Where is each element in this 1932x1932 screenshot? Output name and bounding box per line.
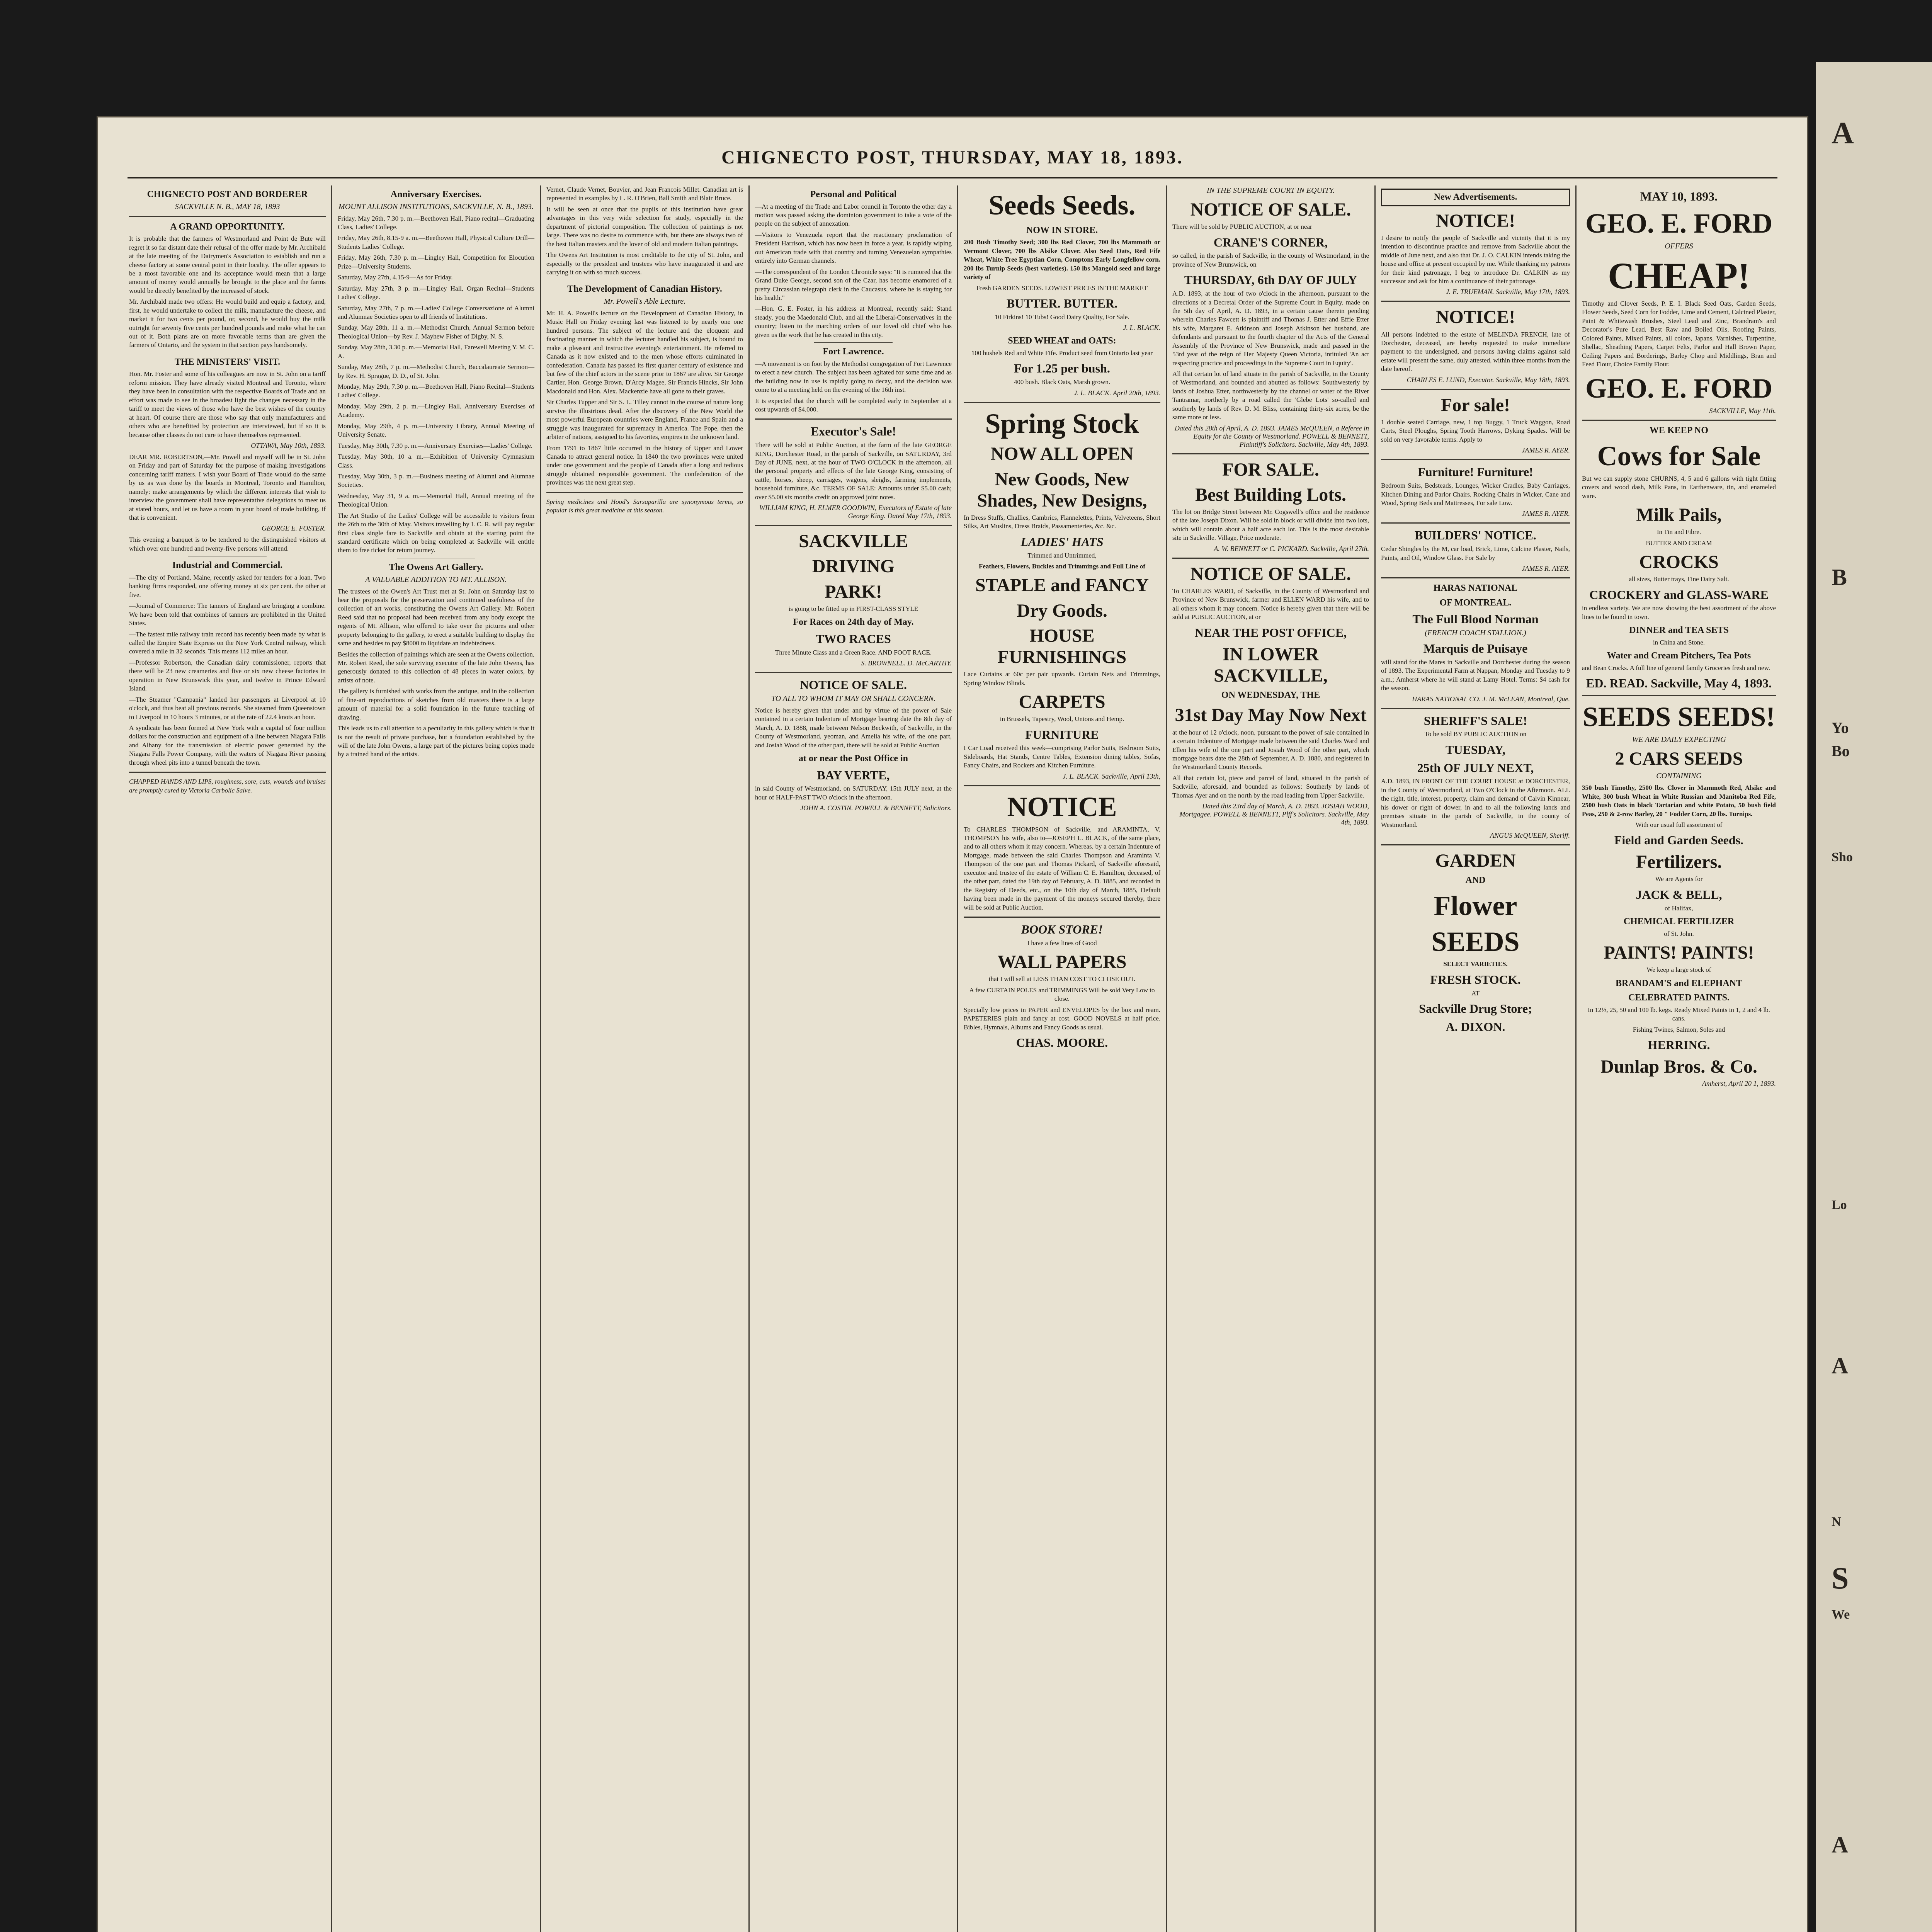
signature: JAMES R. AYER. — [1522, 565, 1570, 573]
ad-headline: NOTICE OF SALE. — [799, 678, 907, 692]
paragraph: —The fastest mile railway train record has recently been made by what is called the Empire State Express on the New York Central railway, which covered a mile in 32 seconds. This means 112 miles an hour. — [129, 630, 326, 655]
columns — [124, 185, 1781, 1932]
ad-subhead: at or near the Post Office in — [798, 753, 908, 764]
paragraph: In Tin and Fibre. — [1656, 528, 1701, 536]
ad-headline: BUILDERS' NOTICE. — [1415, 528, 1536, 543]
ad-headline: 2 CARS SEEDS — [1615, 748, 1743, 769]
paragraph: To CHARLES WARD, of Sackville, in the County of Westmorland and Province of New Brunswick, farmer and ELLEN WARD his wife, and to all others whom it may concern. Notice is hereby given that there will be sold at PUBLIC AUCTION, at or — [1172, 587, 1369, 621]
paragraph: —Hon. G. E. Foster, in his address at Montreal, recently said: Stand steady, you the Maedonald Club, and all the Liberal-Conservatives in the country; listen to the marching orders of our loved old chief who has given us the work that he has created in this city. — [755, 305, 952, 338]
paragraph: Sunday, May 28th, 11 a. m.—Methodist Church, Annual Sermon before Theological Union—by Rev. J. Mayhew Fisher of Digby, N. S. — [338, 324, 534, 340]
ad-headline: SACKVILLE — [799, 531, 908, 552]
paragraph: Cedar Shingles by the M, car load, Brick, Lime, Calcine Plaster, Nails, Paints, and Oil, Window Glass. For Sale by — [1381, 545, 1570, 561]
column-7 — [1376, 185, 1577, 1932]
ad-headline: Dunlap Bros. & Co. — [1600, 1056, 1757, 1077]
paragraph: With our usual full assortment of — [1635, 821, 1723, 828]
paragraph: Vernet, Claude Vernet, Bouvier, and Jean Francois Millet. Canadian art is represented in examples by L. R. O'Brien, Ball Smith and Blair Bruce. — [546, 186, 743, 202]
paragraph: DEAR MR. ROBERTSON,—Mr. Powell and myself will be in St. John on Friday and part of Saturday for the purpose of making investigations concerning tariff matters. I wish your Board of Trade would do the same by us as was done by the boards in Montreal, Toronto and Hamilton, namely: make arrangements by which the different interests that wish to interview the government shall have representative delegations to meet us at stated hours, and let us have a room in your board of trade building, if that is convenient. — [129, 453, 326, 522]
ad-subhead: BRANDAM'S and ELEPHANT — [1615, 978, 1743, 988]
fragment-text: S — [1832, 1561, 1849, 1595]
paragraph: A.D. 1893, IN FRONT OF THE COURT HOUSE at DORCHESTER, in the County of Westmorland, at Two O'Clock in the Afternoon. ALL the right, title, interest, property, claim and demand of Calvin Kinnear, his dower or right of dower, in and to all the following lands and premises situate in the parish of Sackville, in the county of Westmorland. — [1381, 777, 1570, 828]
subhead: A VALUABLE ADDITION TO MT. ALLISON. — [365, 575, 507, 584]
fragment-text: A — [1832, 1832, 1849, 1857]
section-title: New Advertisements. — [1381, 189, 1570, 206]
ad-headline: NOTICE OF SALE. — [1190, 199, 1351, 220]
ad-headline: HARAS NATIONAL — [1433, 583, 1518, 594]
paragraph: Spring medicines and Hood's Sarsaparilla are synonymous terms, so popular is this great medicine at this season. — [546, 498, 743, 514]
ad-headline: Flower — [1434, 890, 1517, 921]
ad-headline: NOTICE OF SALE. — [1190, 563, 1351, 584]
paragraph: in said County of Westmorland, on SATURDAY, 15th JULY next, at the hour of HALF-PAST TWO o'clock in the afternoon. — [755, 785, 952, 801]
paragraph: so called, in the parish of Sackville, in the county of Westmorland, in the province of New Brunswick, on — [1172, 252, 1369, 268]
subhead: Mr. Powell's Able Lecture. — [604, 297, 686, 306]
paragraph: all sizes, Butter trays, Fine Dairy Salt. — [1629, 575, 1729, 583]
signature: Dated this 23rd day of March, A. D. 1893. JOSIAH WOOD, Mortgagee. POWELL & BENNETT, Plff's Solicitors. Sackville, May 4th, 1893. — [1179, 802, 1369, 827]
ad-headline: GEO. E. FORD — [1585, 207, 1773, 239]
ad-headline: CRANE'S CORNER, — [1213, 235, 1328, 249]
subhead: (FRENCH COACH STALLION.) — [1425, 629, 1526, 638]
paragraph: To CHARLES THOMPSON of Sackville, and ARAMINTA, V. THOMPSON his wife, also to—JOSEPH L. BLACK, of the same place, and to all others whom it may concern. Whereas, by a certain Indenture of Mortgage, made between the said Charles Thompson and Araminta V. Thompson of the one part and Thomas Pickard, of Sackville aforesaid, executor and trustee of the estate of William C. E. Hamilton, deceased, of the other part, dated the 19th day of February, A. D. 1885, and recorded in the Registry of Deeds, etc., on the 10th day of March, 1885, Default having been made in the payment of the moneys secured thereby, there will be sold at Public Auction. — [964, 825, 1160, 911]
column-4 — [750, 185, 958, 1932]
ad-headline: SEEDS SEEDS! — [1582, 701, 1776, 733]
paragraph: —Visitors to Venezuela report that the reactionary proclamation of President Harrison, which has now been in force a year, is rapidly wiping out American trade with that country and turning Venezuelan sympathies entirely into German channels. — [755, 231, 952, 265]
ad-headline: IN LOWER SACKVILLE, — [1214, 644, 1328, 686]
paragraph: Timothy and Clover Seeds, P. E. I. Black Seed Oats, Garden Seeds, Flower Seeds, Seed Corn for Fodder, Lime and Cement, Calcined Plaster, Paint & Whitewash Brushes, Steel Lead and Zinc, Brandram's and Decorator's Pure Lead, Best Raw and Boiled Oils, Roofing Paints, Colored Paints, Mixed Paints, all colors, Japans, Varnishes, Turpentine, Shellac, Sheathing Papers, Carpet Felts, Parlor and Hall Brown Paper, Ceiling Papers and Borderings, Barley Chop and Middlings, Bran and Feed Flour, Choice Family Flour. — [1582, 299, 1776, 368]
paragraph: In Dress Stuffs, Challies, Cambrics, Flannelettes, Prints, Velveteens, Short Silks, Art Muslins, Dress Braids, Passamenteries, &c. &c. — [964, 514, 1160, 530]
ad-subhead: NOW IN STORE. — [1026, 225, 1098, 235]
ad-headline: For sale! — [1440, 395, 1510, 415]
fragment-text: Yo — [1832, 719, 1849, 736]
ad-headline: GARDEN — [1435, 850, 1516, 871]
signature: GEORGE E. FOSTER. — [262, 524, 326, 532]
ad-headline: HOUSE FURNISHINGS — [997, 625, 1127, 667]
signature: A. W. BENNETT or C. PICKARD. Sackville, April 27th. — [1214, 544, 1369, 553]
paragraph: Mr. Archibald made two offers: He would build and equip a factory, and, first, he would undertake to collect the milk, manufacture the cheese, and market it for two cents per pound, or, second, he would buy the milk outright for seventy five cents per hundred pounds and make what he can out of it. Both plans are on more favorable terms than are given the farmers of Ontario, and the system in that section pays handsomely. — [129, 298, 326, 349]
paragraph: 400 bush. Black Oats, Marsh grown. — [1014, 378, 1111, 386]
signature: CHAS. MOORE. — [1016, 1036, 1108, 1049]
ad-headline: Best Building Lots. — [1195, 484, 1346, 505]
column-1 — [124, 185, 332, 1932]
paragraph: Saturday, May 27th, 3 p. m.—Lingley Hall, Organ Recital—Students Ladies' College. — [338, 284, 534, 301]
paragraph: will stand for the Mares in Sackville and Dorchester during the season of 1893. The Experimental Farm at Nappan, Monday and Tuesday to 9 a.m.; Amherst where he will stand at Lamy Hotel. Terms: $4 cash for the season. — [1381, 658, 1570, 692]
paragraph: Trimmed and Untrimmed, — [1027, 551, 1097, 559]
paragraph: I desire to notify the people of Sackville and vicinity that it is my intention to discontinue practice and remove from Sackville about the middle of June next, and also that Dr. J. O. CALKIN intends taking the house and office at present occupied by me. While thanking my patrons for their kind patronage, I beg to introduce Dr. CALKIN as my successor and ask for him a continuance of their patronage. — [1381, 234, 1570, 285]
ad-headline: CARPETS — [1019, 692, 1105, 713]
headline: A GRAND OPPORTUNITY. — [170, 221, 285, 232]
paragraph: Friday, May 26th, 7.30 p. m.—Lingley Hall, Competition for Elocution Prize—University Students. — [338, 254, 534, 270]
paragraph: Saturday, May 27th, 7 p. m.—Ladies' College Conversazione of Alumni and Alumnae Societies open to all friends of Institutions. — [338, 304, 534, 320]
ad-headline: Marquis de Puisaye — [1423, 641, 1528, 656]
signature: JOHN A. COSTIN. POWELL & BENNETT, Solicitors. — [800, 804, 952, 812]
paragraph: Monday, May 29th, 7.30 p. m.—Beethoven Hall, Piano Recital—Students Ladies' College. — [338, 383, 534, 399]
subhead: CONTAINING — [1656, 772, 1702, 781]
column-3 — [541, 185, 750, 1932]
paragraph: Saturday, May 27th, 4.15-9—As for Friday. — [338, 274, 453, 281]
signature: ED. READ. Sackville, May 4, 1893. — [1586, 676, 1772, 690]
ad-headline: PAINTS! PAINTS! — [1604, 942, 1754, 963]
paragraph: Monday, May 29th, 2 p. m.—Lingley Hall, Anniversary Exercises of Academy. — [338, 402, 534, 419]
fragment-text: Sho — [1832, 850, 1853, 864]
paragraph: Fishing Twines, Salmon, Soles and — [1633, 1026, 1725, 1033]
paragraph: There will be sold by PUBLIC AUCTION, at or near — [1172, 223, 1312, 231]
ad-headline: SEEDS — [1431, 926, 1520, 957]
fragment-text: N — [1832, 1515, 1841, 1529]
ad-headline: SEED WHEAT and OATS: — [1008, 336, 1116, 346]
signature: J. L. BLACK. — [1123, 324, 1160, 332]
headline: Anniversary Exercises. — [390, 189, 482, 199]
ad-date: MAY 10, 1893. — [1640, 189, 1718, 203]
newspaper-page — [97, 116, 1808, 1932]
ad-subhead: CHEMICAL FERTILIZER — [1623, 917, 1735, 927]
paragraph: Friday, May 26th, 7.30 p. m.—Beethoven Hall, Piano recital—Graduating Class, Ladies' College. — [338, 214, 534, 231]
paragraph: Feathers, Flowers, Buckles and Trimmings and Full Line of — [978, 562, 1145, 570]
paragraph: —Journal of Commerce: The tanners of England are bringing a combine. We have been told that combines of tanners are prohibited in the United States. — [129, 602, 326, 627]
paragraph: Sunday, May 28th, 3.30 p. m.—Memorial Hall, Farewell Meeting Y. M. C. A. — [338, 344, 534, 360]
paragraph: Lace Curtains at 60c per pair upwards. Curtain Nets and Trimmings, Spring Window Blinds. — [964, 670, 1160, 687]
ad-headline: Field and Garden Seeds. — [1614, 833, 1744, 847]
signature: JAMES R. AYER. — [1522, 446, 1570, 454]
fragment-text: We — [1832, 1607, 1850, 1622]
headline: THE MINISTERS' VISIT. — [174, 357, 281, 367]
paragraph: in endless variety. We are now showing the best assortment of the above lines to be found in town. — [1582, 604, 1776, 621]
paragraph: of St. John. — [1664, 930, 1694, 937]
adjacent-page-fragment — [1816, 62, 1932, 1932]
ad-headline: FURNITURE — [1025, 727, 1099, 742]
paragraph: Besides the collection of paintings which are seen at the Owens collection, Mr. Robert Reed, the sole surviving executor of the late John Owens, has generously donated to this collection of 48 pieces in water colors, by artists of note. — [338, 650, 534, 684]
ad-subhead: ON WEDNESDAY, THE — [1221, 690, 1320, 700]
paragraph: I Car Load received this week—comprising Parlor Suits, Bedroom Suits, Sideboards, Hat Stands, Centre Tables, Extension dining tables, Sofas, Fancy Chairs, and Rockers and Kitchen Furniture. — [964, 744, 1160, 769]
subhead: MOUNT ALLISON INSTITUTIONS, SACKVILLE, N. B., 1893. — [338, 202, 534, 211]
paragraph: —The Steamer "Campania" landed her passengers at Liverpool at 10 o'clock, and thus beat all previous records. She steamed from Queenstown to Liverpool in 10 hours 3 minutes, or at the rate of 22.4 knots an hour. — [129, 696, 326, 721]
column-5 — [958, 185, 1167, 1932]
headline: Personal and Political — [810, 189, 897, 199]
paragraph: Notice is hereby given that under and by virtue of the power of Sale contained in a certain Indenture of Mortgage bearing date the 8th day of March, A. D. 1888, made between Nelson Beckwith, of Sackville, in the County of Westmorland, yeoman, and Amelia his wife, of the one part, and Josiah Wood of the other part, there will be sold at Public Auction — [755, 706, 952, 749]
subhead: WE ARE DAILY EXPECTING — [1632, 735, 1726, 744]
paragraph: This evening a banquet is to be tendered to the distinguished visitors at which over one hundred and twenty-five persons will attend. — [129, 536, 326, 552]
paragraph: The gallery is furnished with works from the antique, and in the collection of fine-art reproductions of sketches from old masters there is a large amount of material for a solid foundation in the future teaching of drawing. — [338, 687, 534, 721]
ad-headline: NOTICE! — [1435, 307, 1515, 328]
paragraph: Fresh GARDEN SEEDS. LOWEST PRICES IN THE MARKET — [976, 284, 1148, 292]
paragraph: —The correspondent of the London Chronicle says: "It is rumored that the Grand Duke George, second son of the Czar, has become enamored of a pretty Circassian telegraph clerk in the Caucasus, where he is staying for his health." — [755, 268, 952, 301]
signature: J. L. BLACK. Sackville, April 13th, — [1063, 772, 1160, 780]
paragraph: Mr. H. A. Powell's lecture on the Development of Canadian History, in Music Hall on Friday evening last was listened to by nearly one one hundred persons. The subject of the lecture and the eloquent and fascinating manner in which the lecturer handled his subject, is bound to make a pleasant and instructive evening's entertainment. He referred to Canada as it now existed and to the men whose efforts culminated in confederation. Canada has passed its first quarter century of existence and but few of the chief actors in the scene prior to 1867 are alive. Sir George Cartier, Hon. George Brown, D'Arcy Magee, Sir Francis Hincks, Sir John Macdonald and Hon. Alex. Mackenzie have all gone to their graves. — [546, 309, 743, 395]
paragraph: The lot on Bridge Street between Mr. Cogswell's office and the residence of the late Joseph Dixon. Will be sold in block or will divide into two lots, which will contain about a half acre each lot. This is the most desirable site in Sackville. Village, Price moderate. — [1172, 508, 1369, 542]
paragraph: To be sold BY PUBLIC AUCTION on — [1424, 730, 1527, 738]
paragraph: All that certain lot, piece and parcel of land, situated in the parish of Sackville, aforesaid, and bounded as follows: Southerly by lands of Thomas Ayer and on the north by the road leading from Upper Sackville. — [1172, 774, 1369, 799]
ad-headline: Fertilizers. — [1636, 852, 1722, 872]
ad-headline: PARK! — [825, 581, 882, 602]
subhead: IN THE SUPREME COURT IN EQUITY. — [1206, 186, 1335, 195]
paragraph: The Art Studio of the Ladies' College will be accessible to visitors from the 26th to the 30th of May. Visitors travelling by I. C. R. will pay regular first class single fare to Sackville and obtain at the starting point the standard certificate which on being completed at Sackville will entitle them to free ticket for return journey. — [338, 512, 534, 554]
ad-headline: STAPLE and FANCY — [975, 575, 1149, 596]
paragraph: Sir Charles Tupper and Sir S. L. Tilley cannot in the course of nature long survive the illustrious dead. After the discovery of the New World the most powerful European countries were England, France and Spain and a struggle was inaugurated for supremacy in America. The Pope, then the arbiter of nations, assigned to his favorites, empires in the unknown land. — [546, 398, 743, 441]
ad-headline: Executor's Sale! — [810, 424, 896, 439]
ad-headline: NEAR THE POST OFFICE, — [1194, 625, 1347, 639]
paragraph: From 1791 to 1867 little occurred in the history of Upper and Lower Canada to attract general notice. In 1840 the two provinces were united under one government and the people of Canada after a long and tedious struggle obtained responsible government. The confederation of the provinces was the next great step. — [546, 444, 743, 486]
signature: CHARLES E. LUND, Executor. Sackville, May 18th, 1893. — [1406, 376, 1570, 384]
ad-headline: TWO RACES — [816, 631, 891, 646]
ad-headline: New Goods, New Shades, New Designs, — [977, 469, 1147, 511]
paragraph: This leads us to call attention to a peculiarity in this gallery which is that it is not the result of private purchase, but a foundation established by the will of the late John Owens, a large part of the pictures being copies made by a trained hand of the artists. — [338, 724, 534, 758]
paragraph: that I will sell at LESS THAN COST TO CLOSE OUT. — [988, 975, 1136, 983]
footnote: CHAPPED HANDS AND LIPS, roughness, sore, cuts, wounds and bruises are promptly cured by Victoria Carbolic Salve. — [129, 778, 326, 794]
ad-headline: CHEAP! — [1608, 255, 1750, 296]
paragraph: Bedroom Suits, Bedsteads, Lounges, Wicker Cradles, Baby Carriages, Kitchen Dining and Parlor Chairs, Rocking Chairs in Wicker, Cane and Wood, Spring Beds and Mattresses, For sale Low. — [1381, 482, 1570, 507]
paragraph: —At a meeting of the Trade and Labor council in Toronto the other day a motion was passed asking the dominion government to take a vote of the people on the subject of annexation. — [755, 202, 952, 228]
paragraph: Monday, May 29th, 4 p. m.—University Library, Annual Meeting of University Senate. — [338, 422, 534, 439]
ad-headline: The Full Blood Norman — [1412, 612, 1539, 626]
paragraph: We keep a large stock of — [1646, 966, 1711, 974]
paragraph: at the hour of 12 o'clock, noon, pursuant to the power of sale contained in a certain Indenture of Mortgage made between the said Charles Ward and Ellen his wife of the one part and Josiah Wood of the other part, which mortgage bears date the 28th of September, A. D. 1880, and registered in the Westmorland County Records. — [1172, 728, 1369, 771]
ad-headline: Seeds Seeds. — [988, 190, 1136, 221]
paragraph: 1 double seated Carriage, new, 1 top Buggy, 1 Truck Waggon, Road Carts, Steel Ploughs, Spring Tooth Harrows, Dyking Spades. Will be sold on very favorable terms. Apply to — [1381, 418, 1570, 443]
fragment-text: A — [1832, 116, 1854, 150]
fragment-text: Bo — [1832, 742, 1850, 760]
paragraph: —The city of Portland, Maine, recently asked for tenders for a loan. Two banking firms responded, one offering money at six per cent. the other at five. — [129, 573, 326, 599]
paragraph: The Owens Art Institution is most creditable to the city of St. John, and especially to the president and trustees who have inaugurated it and are carrying it on with so much success. — [546, 251, 743, 276]
paragraph: is going to be fitted up in FIRST-CLASS STYLE — [788, 605, 918, 612]
paragraph: Friday, May 26th, 8.15-9 a. m.—Beethoven Hall, Physical Culture Drill—Students Ladies' College. — [338, 234, 534, 250]
signature: SACKVILLE, May 11th. — [1709, 407, 1776, 415]
ad-headline: HERRING. — [1648, 1038, 1710, 1052]
ad-subhead: AND — [1465, 875, 1486, 886]
flag: CHIGNECTO POST AND BORDERER — [147, 189, 308, 199]
ad-headline: NOTICE! — [1435, 210, 1515, 231]
paragraph: in Brussels, Tapestry, Wool, Unions and Hemp. — [1000, 715, 1124, 723]
ad-headline: 31st Day May Now Next — [1175, 705, 1367, 726]
paragraph: 100 bushels Red and White Fife. Product seed from Ontario last year — [971, 349, 1153, 357]
paragraph: All that certain lot of land situate in the parish of Sackville, in the County of Westmorland, and bounded and abutted as follows: Southwesterly by lands of Joshua Etter, northwesterly by the channel or water of the River Tantramar, northerly by a road called the 'Glebe Lots' so-called and southerly by lands of Rev. D. M. Bliss, containing thirty-six acres, be the same more or less. — [1172, 370, 1369, 421]
headline: Fort Lawrence. — [823, 347, 884, 357]
paragraph: I have a few lines of Good — [1027, 939, 1097, 947]
paragraph: 10 Firkins! 10 Tubs! Good Dairy Quality, For Sale. — [995, 313, 1129, 321]
paragraph: A syndicate has been formed at New York with a capital of four million dollars for the construction and equipment of a line between Niagara Falls and Albany for the transmission of electric power generated by the Niagara Falls Power Company, with the waters of Niagara River passing through wheel pits into a tunnel beneath the town. — [129, 724, 326, 766]
signature: J. E. TRUEMAN. Sackville, May 17th, 1893. — [1446, 288, 1570, 296]
signature: HARAS NATIONAL CO. J. M. McLEAN, Montreal, Que. — [1412, 695, 1570, 703]
ad-headline: WALL PAPERS — [997, 952, 1127, 973]
paragraph: —Professor Robertson, the Canadian dairy commissioner, reports that there will be 23 new creameries and five or six new cheese factories in operation in New Brunswick this year, and twelve in Prince Edward Island. — [129, 658, 326, 692]
ad-headline: Sackville Drug Store; — [1419, 1002, 1532, 1016]
paragraph: Hon. Mr. Foster and some of his colleagues are now in St. John on a tariff reform mission. They have already visited Montreal and Toronto, where they have been in consultation with the respective Boards of Trade and an effort was made to see in the broadest light the changes necessary in the tariff to meet the views of those who have the best wishes of the country at heart. Of course there are those who say that only manufacturers and others who are benefitted by protection are interviewed, but if so it is because other classes do not care to have themselves represented. — [129, 370, 326, 439]
signature: A. DIXON. — [1446, 1019, 1505, 1034]
signature: WILLIAM KING, H. ELMER GOODWIN, Executors of Estate of late George King. Dated May 17th, 1893. — [759, 504, 952, 520]
ad-headline: THURSDAY, 6th DAY OF JULY — [1184, 273, 1357, 287]
signature: J. L. BLACK. April 20th, 1893. — [1074, 389, 1160, 397]
paragraph: BUTTER AND CREAM — [1646, 539, 1712, 547]
ad-headline: SHERIFF'S SALE! — [1423, 713, 1527, 728]
paragraph: Tuesday, May 30th, 10 a. m.—Exhibition of University Gymnasium Class. — [338, 453, 534, 469]
paragraph: Wednesday, May 31, 9 a. m.—Memorial Hall, Annual meeting of the Theological Union. — [338, 492, 534, 509]
paragraph: But we can supply stone CHURNS, 4, 5 and 6 gallons with tight fitting covers and wood dash, Milk Pans, in Earthenware, tin, and enameled ware. — [1582, 474, 1776, 500]
ad-headline: BAY VERTE, — [817, 768, 890, 782]
ad-headline: DRIVING — [812, 556, 895, 577]
paragraph: Specially low prices in PAPER and ENVELOPES by the box and ream. PAPETERIES plain and fancy at cost. GOOD NOVELS at half price. Bibles, Hymnals, Albums and Fancy Goods as usual. — [964, 1006, 1160, 1031]
paragraph: Sunday, May 28th, 7 p. m.—Methodist Church, Baccalaureate Sermon—by Rev. H. Sprague, D. D., of St. John. — [338, 363, 534, 379]
ad-headline: BUTTER. BUTTER. — [1006, 296, 1118, 311]
paragraph: AT — [1471, 989, 1480, 997]
ad-subhead: CELEBRATED PAINTS. — [1628, 993, 1730, 1003]
headline: The Owens Art Gallery. — [389, 562, 483, 572]
ad-headline: Spring Stock — [985, 408, 1139, 439]
paragraph: It is expected that the church will be completed early in September at a cost upwards of $4,000. — [755, 397, 952, 413]
paragraph: In 12½, 25, 50 and 100 lb. kegs. Ready Mixed Paints in 1, 2 and 4 lb. cans. — [1588, 1006, 1770, 1022]
ad-subhead: LADIES' HATS — [1020, 534, 1104, 549]
masthead: CHIGNECTO POST, THURSDAY, MAY 18, 1893. — [128, 147, 1777, 179]
dateline: SACKVILLE N. B., MAY 18, 1893 — [175, 202, 280, 211]
ad-headline: CROCKERY and GLASS-WARE — [1589, 587, 1769, 602]
subhead: TO ALL TO WHOM IT MAY OR SHALL CONCERN. — [771, 694, 936, 703]
ad-headline: JACK & BELL, — [1636, 887, 1722, 901]
signature: Dated this 28th of April, A. D. 1893. JAMES McQUEEN, a Referee in Equity for the County of Westmorland. POWELL & BENNETT, Plaintiff's Solicitors. Sackville, May 4th, 1893. — [1174, 424, 1369, 448]
headline: The Development of Canadian History. — [567, 284, 722, 294]
paragraph: and Bean Crocks. A full line of general family Groceries fresh and new. — [1582, 664, 1770, 672]
ad-subhead: OF MONTREAL. — [1439, 597, 1512, 608]
paragraph: A few CURTAIN POLES and TRIMMINGS Will be sold Very Low to close. — [969, 986, 1155, 1003]
signature: JAMES R. AYER. — [1522, 510, 1570, 518]
ad-headline: NOTICE — [1007, 791, 1117, 822]
paragraph: All persons indebted to the estate of MELINDA FRENCH, late of Dorchester, deceased, are hereby requested to make immediate payment to the undersigned, and persons having claims against said estate will present the same, duly attested, within three months from the date hereof. — [1381, 330, 1570, 373]
ad-headline: NOW ALL OPEN — [990, 444, 1134, 464]
paragraph: Three Minute Class and a Green Race. AND FOOT RACE. — [775, 648, 932, 656]
ad-headline: Cows for Sale — [1597, 440, 1761, 471]
ad-headline: GEO. E. FORD — [1585, 373, 1773, 404]
paragraph: 200 Bush Timothy Seed; 300 lbs Red Clover, 700 lbs Mammoth or Vermont Clover, 700 lbs Alsike Clover. Also Seed Oats, Red Fife Wheat, White Tree Egyptian Corn, Comptons Early Longfellow corn. 200 lbs Turnip Seeds (best varieties). 150 lbs Mangold seed and large variety of — [964, 238, 1160, 281]
ad-headline: TUESDAY, — [1445, 742, 1506, 757]
ad-subhead: DINNER and TEA SETS — [1629, 625, 1729, 636]
ad-headline: CROCKS — [1639, 552, 1719, 573]
paragraph: in China and Stone. — [1653, 638, 1705, 646]
paragraph: —A movement is on foot by the Methodist congregation of Fort Lawrence to erect a new church. The subject has been agitated for some time and as the building now in use is rapidly going to decay, and the decision was come to at a meeting held on the evening of the 16th inst. — [755, 360, 952, 394]
signature: S. BROWNELL. D. McCARTHY. — [861, 659, 952, 667]
paragraph: A.D. 1893, at the hour of two o'clock in the afternoon, pursuant to the directions of a Decretal Order of the Supreme Court in Equity, made on the 5th day of April, A. D. 1893, in a certain cause therein pending wherein Charles Fawcett is plaintiff and Thomas J. Etter and Effie Etter his wife, Margaret E. Atkinson and Joseph Atkinson her husband, are defendants and pursuant to the fourth chapter of the Acts of the General Assembly of the Province of New Brunswick, made and passed in the 53rd year of the reign of Her Majesty Queen Victoria, intituled 'An act respecting practice and proceedings in the Supreme Court in Equity'. — [1172, 290, 1369, 367]
signature: ANGUS McQUEEN, Sheriff. — [1490, 832, 1570, 840]
ad-subhead: Water and Cream Pitchers, Tea Pots — [1607, 651, 1751, 661]
headline: Industrial and Commercial. — [172, 560, 283, 571]
ad-headline: Milk Pails, — [1636, 504, 1722, 525]
ad-subhead: WE KEEP NO — [1649, 425, 1709, 436]
fragment-text: B — [1832, 565, 1847, 590]
column-6 — [1167, 185, 1376, 1932]
paragraph: The trustees of the Owen's Art Trust met at St. John on Saturday last to hear the proposals for the preservation and continued usefulness of the collection of art works, constituting the Owens Art Gallery. Mr. Robert Reed said that no proposal had been received from any body except the regents of Mt. Allison, who offered to take over the pictures and other property belonging to the gallery, to erect a suitable building to display the same and besides to pay $8000 to liquidate an indebtedness. — [338, 587, 534, 647]
ad-headline: FRESH STOCK. — [1430, 972, 1521, 986]
ad-headline: Furniture! Furniture! — [1418, 465, 1533, 479]
ad-headline: 25th OF JULY NEXT, — [1417, 760, 1534, 775]
fragment-text: Lo — [1832, 1198, 1847, 1212]
paragraph: SELECT VARIETIES. — [1443, 960, 1508, 968]
ad-headline: BOOK STORE! — [1021, 922, 1103, 936]
ad-headline: FOR SALE. — [1222, 459, 1319, 480]
ad-headline: Dry Goods. — [1017, 600, 1107, 621]
column-8 — [1577, 185, 1781, 1932]
paragraph: 350 bush Timothy, 2500 lbs. Clover in Mammoth Red, Alsike and White, 300 bush Wheat in White Russian and Manitoba Red Fife, 2500 bush Oats in black Tartarian and white Potato, 50 bush field Peas, 250 & 2-row Barley, 20 " Fodder Corn, 20 lbs. Turnips. — [1582, 784, 1776, 818]
paragraph: Tuesday, May 30th, 3 p. m.—Business meeting of Alumni and Alumnae Societies. — [338, 472, 534, 489]
ad-subhead: For Races on 24th day of May. — [793, 617, 914, 628]
price: For 1.25 per bush. — [1014, 361, 1110, 376]
fragment-text: A — [1832, 1353, 1849, 1378]
subhead: OFFERS — [1665, 242, 1693, 250]
paragraph: There will be sold at Public Auction, at the farm of the late GEORGE KING, Dorchester Road, in the parish of Sackville, on SATURDAY, 3rd Day of JUNE, next, at the hour of TWO O'CLOCK in the afternoon, all the personal property and effects of the late George King, consisting of cattle, horses, sheep, carriages, wagons, sleighs, farming implements, household furniture, &c. TERMS OF SALE: Amounts under $5.00 cash; over $5.00 six months credit on approved joint notes. — [755, 441, 952, 501]
letter-dateline: OTTAWA, May 10th, 1893. — [251, 441, 326, 449]
paragraph: Tuesday, May 30th, 7.30 p. m.—Anniversary Exercises—Ladies' College. — [338, 442, 533, 449]
signature: Amherst, April 20 1, 1893. — [1702, 1080, 1776, 1088]
paragraph: It is probable that the farmers of Westmorland and Point de Bute will regret it so far distant date their refusal of the offer made by Mr. Archibald at the late meeting of the Dairymen's Association to establish and run a cheese factory at some central point in their locality. The offer appears to be a most favorable one and its acceptance would mean that a large amount of money would annually be brought to the place and the farms would be directly benefited by the increased of stock. — [129, 235, 326, 294]
column-2 — [332, 185, 541, 1932]
paragraph: of Halifax, — [1665, 904, 1693, 912]
paragraph: It will be seen at once that the pupils of this institution have great advantages in this very wide selection for study, especially in the department of pictorial composition. The collection of paintings is not large. There was no desire to commence with, but there are always two of the best Italian masters and the lover of old and modern Italian paintings. — [546, 205, 743, 248]
paragraph: We are Agents for — [1655, 875, 1703, 883]
